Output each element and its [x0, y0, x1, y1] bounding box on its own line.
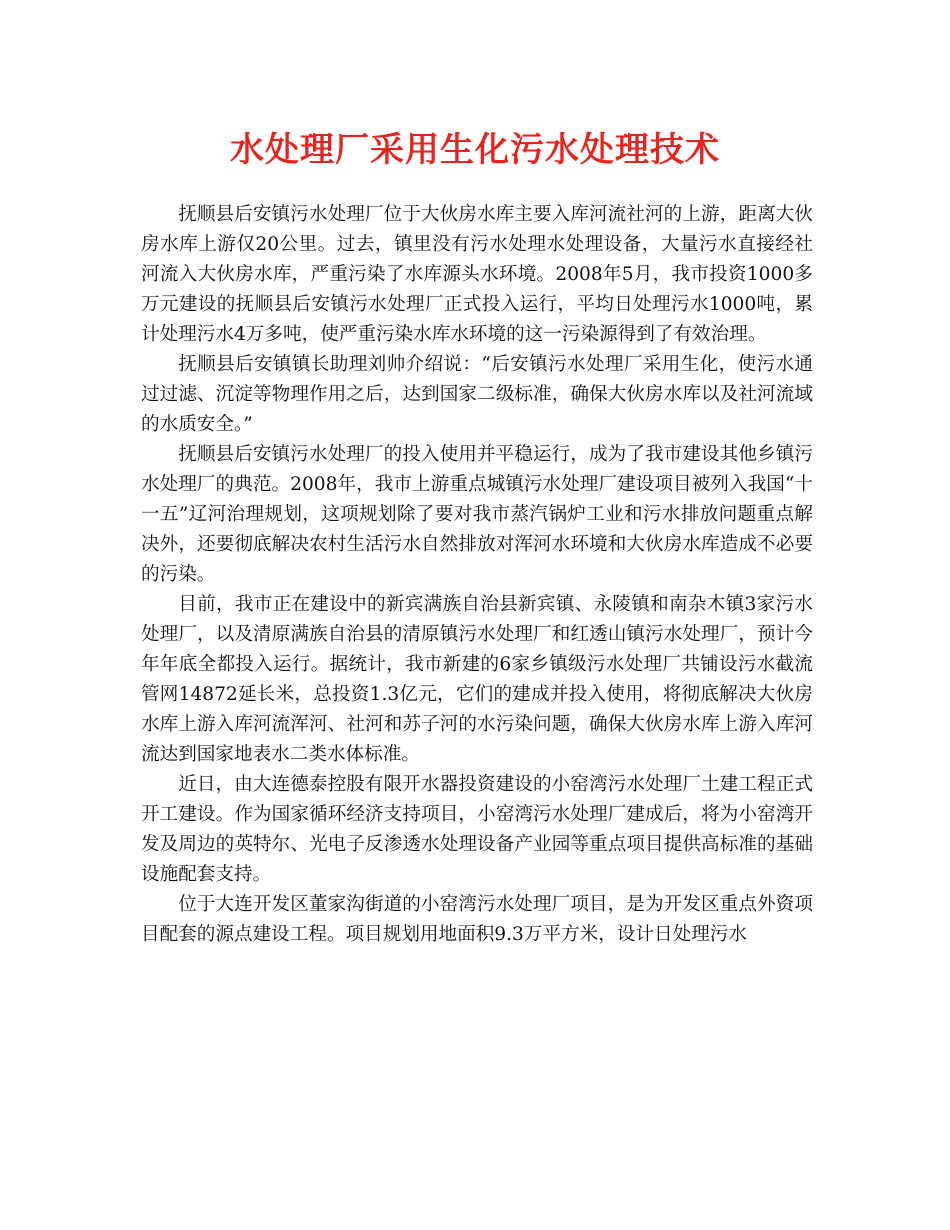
paragraph: 位于大连开发区董家沟街道的小窑湾污水处理厂项目，是为开发区重点外资项目配套的源点建设工程。项目规划用地面积9.3万平方米，设计日处理污水: [141, 894, 813, 945]
paragraph: 抚顺县后安镇污水处理厂位于大伙房水库主要入库河流社河的上游，距离大伙房水库上游仅20公里。过去，镇里没有污水处理水处理设备，大量污水直接经社河流入大伙房水库，严重污染了水库源头水环境。2008年5月，我市投资1000多万元建设的抚顺县后安镇污水处理厂正式投入运行，平均日处理污水1000吨，累计处理污水4万多吨，使严重污染水库水环境的这一污染源得到了有效治理。: [141, 204, 813, 345]
paragraph: 目前，我市正在建设中的新宾满族自治县新宾镇、永陵镇和南杂木镇3家污水处理厂，以及清原满族自治县的清原镇污水处理厂和红透山镇污水处理厂，预计今年年底全都投入运行。据统计，我市新建的6家乡镇级污水处理厂共铺设污水截流管网14872延长米，总投资1.3亿元，它们的建成并投入使用，将彻底解决大伙房水库上游入库河流浑河、社河和苏子河的水污染问题，确保大伙房水库上游入库河流达到国家地表水二类水体标准。: [141, 594, 813, 765]
paragraph: 近日，由大连德泰控股有限开水器投资建设的小窑湾污水处理厂土建工程正式开工建设。作为国家循环经济支持项目，小窑湾污水处理厂建成后，将为小窑湾开发及周边的英特尔、光电子反渗透水处理设备产业园等重点项目提供高标准的基础设施配套支持。: [141, 774, 813, 885]
paragraph: 抚顺县后安镇镇长助理刘帅介绍说：“后安镇污水处理厂采用生化，使污水通过过滤、沉淀等物理作用之后，达到国家二级标准，确保大伙房水库以及社河流域的水质安全。”: [141, 354, 813, 435]
paragraph: 抚顺县后安镇污水处理厂的投入使用并平稳运行，成为了我市建设其他乡镇污水处理厂的典范。2008年，我市上游重点城镇污水处理厂建设项目被列入我国“十一五”辽河治理规划，这项规划除了要对我市蒸汽锅炉工业和污水排放问题重点解决外，还要彻底解决农村生活污水自然排放对浑河水环境和大伙房水库造成不必要的污染。: [141, 444, 813, 585]
document-title: 水处理厂采用生化污水处理技术: [230, 130, 720, 170]
document-body: [141, 200, 813, 950]
